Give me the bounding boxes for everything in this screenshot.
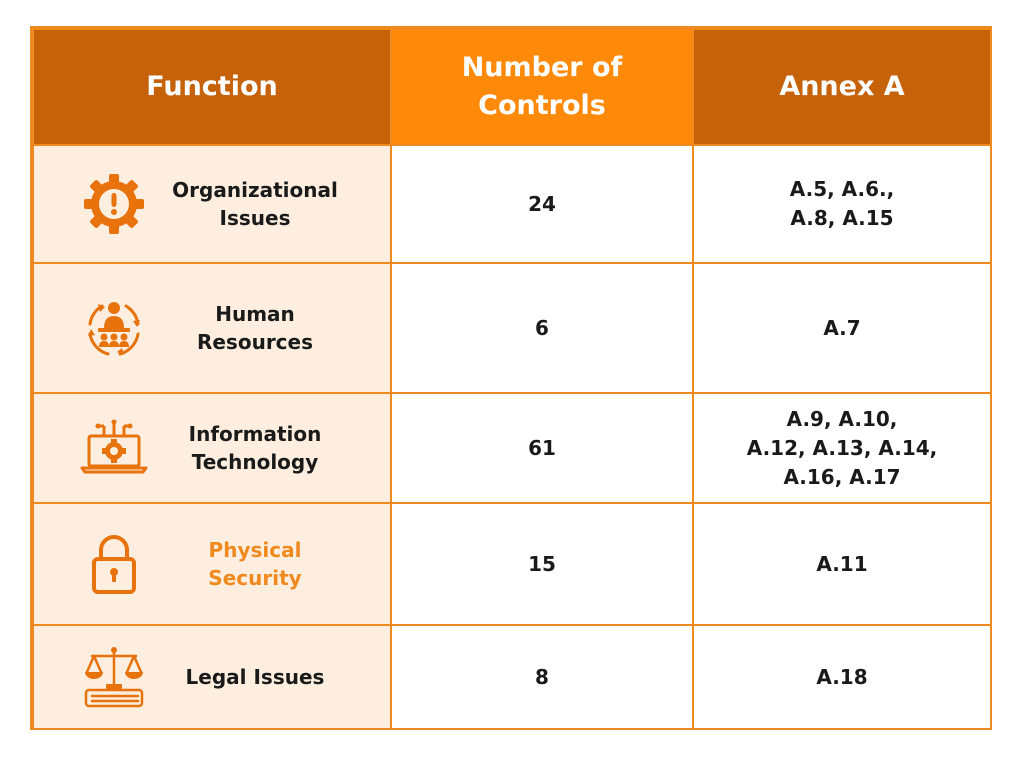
function-label-line1: Physical	[208, 538, 302, 562]
annex-cell	[693, 503, 991, 625]
controls-count: 15	[528, 552, 556, 576]
controls-count: 8	[535, 665, 549, 689]
gear-warning-icon	[78, 168, 150, 240]
scales-book-icon	[78, 641, 150, 713]
controls-table-container	[30, 26, 992, 730]
function-cell	[33, 503, 391, 625]
table-row	[33, 625, 991, 729]
controls-count: 24	[528, 192, 556, 216]
table-row	[33, 145, 991, 263]
function-label	[150, 420, 390, 476]
header-controls-line2: Controls	[478, 90, 606, 121]
header-controls-line1: Number of	[461, 52, 623, 83]
table-row	[33, 393, 991, 503]
function-cell	[33, 145, 391, 263]
annex-refs	[694, 314, 990, 343]
function-label	[150, 536, 390, 592]
people-cycle-icon	[78, 292, 150, 364]
padlock-icon	[78, 528, 150, 600]
function-label-line1: Information	[188, 422, 322, 446]
function-label-line2: Technology	[191, 450, 319, 474]
laptop-circuit-icon	[78, 412, 150, 484]
controls-count: 61	[528, 436, 556, 460]
header-annex-a	[693, 29, 991, 145]
header-annex-label: Annex A	[779, 71, 905, 102]
controls-count-cell	[391, 503, 693, 625]
controls-count-cell	[391, 393, 693, 503]
annex-refs	[694, 550, 990, 579]
annex-line: A.18	[816, 664, 868, 689]
function-label	[150, 300, 390, 356]
function-label-line2: Resources	[196, 330, 314, 354]
controls-count: 6	[535, 316, 549, 340]
controls-count-cell	[391, 625, 693, 729]
header-number-of-controls	[391, 29, 693, 145]
annex-refs	[694, 663, 990, 692]
table-header-row	[33, 29, 991, 145]
annex-cell	[693, 263, 991, 393]
function-label-line1: Organizational	[172, 178, 338, 202]
function-cell	[33, 393, 391, 503]
annex-refs	[694, 175, 990, 233]
table-row	[33, 263, 991, 393]
annex-line: A.9, A.10,	[786, 406, 898, 431]
header-function	[33, 29, 391, 145]
function-cell	[33, 263, 391, 393]
annex-cell	[693, 393, 991, 503]
annex-refs	[694, 405, 990, 492]
iso-controls-table	[32, 28, 992, 730]
function-label-line1: Human	[215, 302, 295, 326]
annex-line: A.16, A.17	[783, 464, 901, 489]
function-label	[150, 663, 390, 691]
annex-line: A.5, A.6.,	[789, 177, 895, 201]
annex-cell	[693, 145, 991, 263]
function-label-line1: Legal Issues	[185, 665, 325, 689]
function-label	[150, 176, 390, 232]
table-row	[33, 503, 991, 625]
controls-count-cell	[391, 145, 693, 263]
annex-line: A.11	[816, 551, 868, 576]
annex-line: A.12, A.13, A.14,	[746, 435, 938, 460]
annex-line: A.8, A.15	[790, 206, 894, 230]
function-label-line2: Security	[208, 566, 302, 590]
controls-count-cell	[391, 263, 693, 393]
annex-line: A.7	[823, 315, 861, 340]
function-label-line2: Issues	[219, 206, 291, 230]
header-function-label: Function	[146, 71, 278, 102]
annex-cell	[693, 625, 991, 729]
function-cell	[33, 625, 391, 729]
